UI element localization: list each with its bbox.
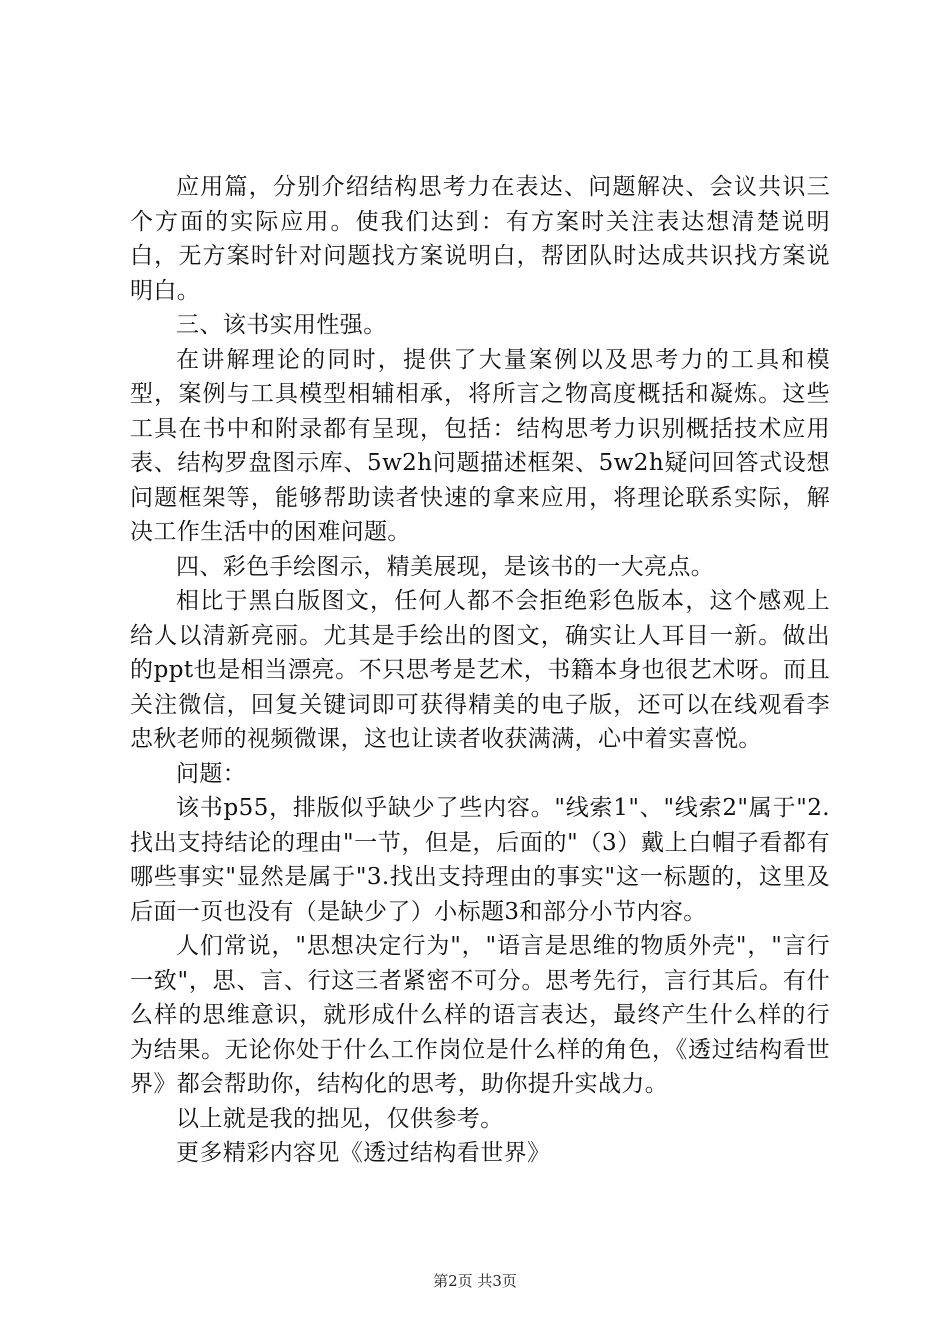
paragraph-application-section: 应用篇，分别介绍结构思考力在表达、问题解决、会议共识三个方面的实际应用。使我们达到：有方案时关注表达想清楚说明白，无方案时针对问题找方案说明白，帮团队时达成共识找方案说明白。 <box>130 174 830 304</box>
document-body <box>130 170 830 1171</box>
paragraph-tools-and-models: 在讲解理论的同时，提供了大量案例以及思考力的工具和模型，案例与工具模型相辅相承，将所言之物高度概括和凝炼。这些工具在书中和附录都有呈现，包括：结构思考力识别概括技术应用表、结构罗盘图示库、5w2h问题描述框架、5w2h疑问回答式设想问题框架等，能够帮助读者快速的拿来应用，将理论联系实际，解决工作生活中的困难问题。 <box>130 346 830 545</box>
paragraph-p55-issue: 该书p55，排版似乎缺少了些内容。"线索1"、"线索2"属于"2.找出支持结论的理由"一节，但是，后面的"（3）戴上白帽子看都有哪些事实"显然是属于"3.找出支持理由的事实"这一标题的，这里及后面一页也没有（是缺少了）小标题3和部分小节内容。 <box>130 795 830 925</box>
heading-color-illustrations: 四、彩色手绘图示，精美展现，是该书的一大亮点。 <box>176 553 715 580</box>
heading-issues: 问题： <box>176 760 247 787</box>
paragraph-humble-opinion: 以上就是我的拙见，仅供参考。 <box>176 1105 504 1132</box>
page-number-footer: 第2页 共3页 <box>433 1272 517 1290</box>
heading-practicality: 三、该书实用性强。 <box>176 312 387 338</box>
paragraph-more-content: 更多精彩内容见《透过结构看世界》 <box>176 1140 551 1166</box>
paragraph-thought-speech-action: 人们常说，"思想决定行为"，"语言是思维的物质外壳"，"言行一致"，思、言、行这三者紧密不可分。思考先行，言行其后。有什么样的思维意识，就形成什么样的语言表达，最终产生什么样的行为结果。无论你处于什么工作岗位是什么样的角色，《透过结构看世界》都会帮助你，结构化的思考，助你提升实战力。 <box>130 933 830 1097</box>
paragraph-color-version: 相比于黑白版图文，任何人都不会拒绝彩色版本，这个感观上给人以清新亮丽。尤其是手绘出的图文，确实让人耳目一新。做出的ppt也是相当漂亮。不只思考是艺术，书籍本身也很艺术呀。而且关注微信，回复关键词即可获得精美的电子版，还可以在线观看李忠秋老师的视频微课，这也让读者收获满满，心中着实喜悦。 <box>130 588 830 752</box>
